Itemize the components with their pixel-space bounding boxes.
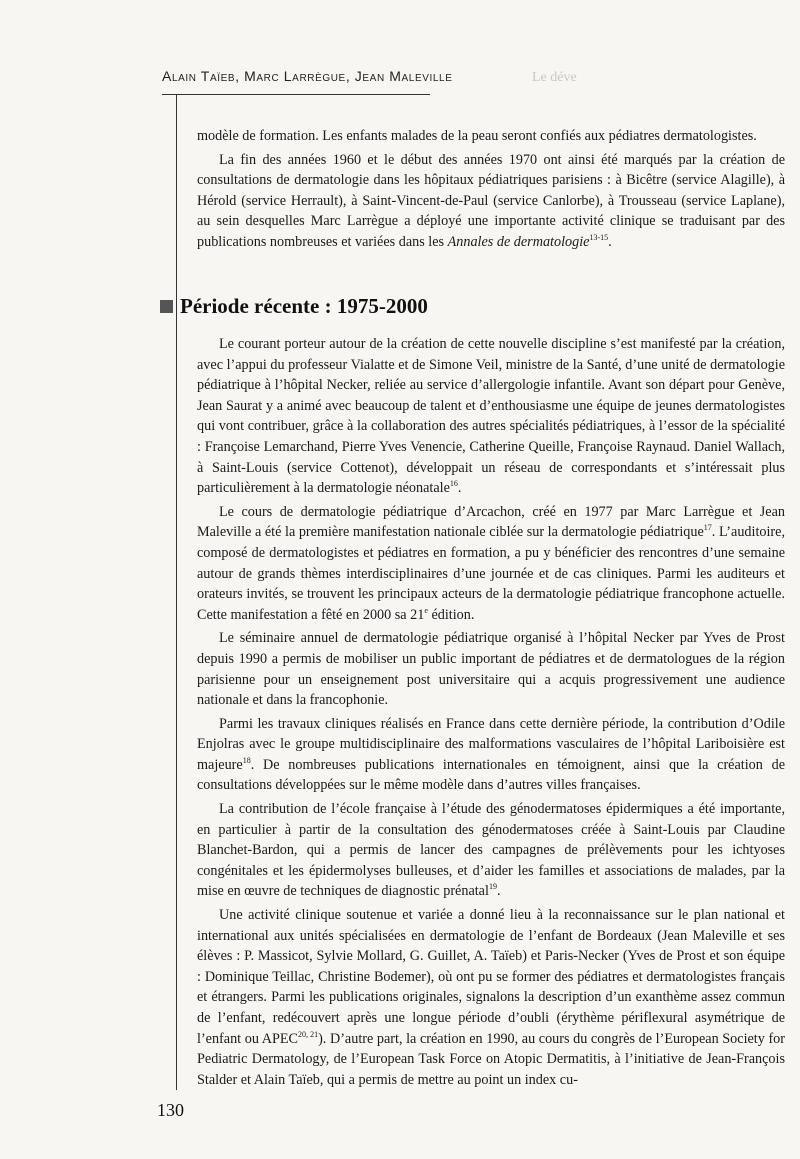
margin-rule xyxy=(176,94,177,1090)
footnote-ref: 20, 21 xyxy=(298,1029,319,1039)
p2-text-b: . L’auditoire, composé de dermatologistes et pédiatres en formation, a pu y bénéficier des rencontres d’une semaine autour de grands thèmes interdisciplinaires d’une journée et de cas cliniques. Parmi les auditeurs et orateurs invités, se trouvent les principaux acteurs de la dermatologie pédiatrique francophone actuelle. Cette manifestation a fêté en 2000 sa 21 xyxy=(197,524,786,623)
intro-text xyxy=(197,126,785,253)
p4-text-a: Parmi les travaux cliniques réalisés en France dans cette dernière période, la contribution d’Odile Enjolras avec le groupe multidisciplinaire des malformations vasculaires de l’hôpital Lariboisière est majeure xyxy=(197,715,785,773)
ordinal-suffix: e xyxy=(424,605,428,615)
p6-text-a: Une activité clinique soutenue et variée a donné lieu à la reconnaissance sur le plan national et international aux unités spécialisées en dermatologie de l’enfant de Bordeaux (Jean Maleville et ses élèves : P. Massicot, Sylvie Mollard, G. Guillet, A. Taïeb) et Paris-Necker (Yves de Prost et son équipe : Dominique Teillac, Christine Bodemer), où ont pu se former des pédiatres et dermatologistes français et étrangers. Parmi les publications originales, signalons la description d’un exanthème assez commun de l’enfant, redécouvert après une longue période d’oubli (érythème périflexural asymétrique de l’enfant ou APEC xyxy=(197,907,785,1047)
paragraph-4 xyxy=(197,714,785,796)
intro-p2-end: . xyxy=(608,233,612,250)
section-heading xyxy=(160,294,428,319)
footnote-ref: 13-15 xyxy=(589,232,609,242)
paragraph-1 xyxy=(197,334,785,499)
intro-paragraph-1: modèle de formation. Les enfants malades de la peau seront confiés aux pédiatres dermatologistes. xyxy=(197,128,757,144)
footnote-ref: 17 xyxy=(703,523,712,533)
page-number: 130 xyxy=(157,1100,184,1120)
p5-text: La contribution de l’école française à l’étude des génodermatoses épidermiques a été importante, en particulier à partir de la consultation des génodermatoses créée à Saint-Louis par Claudine Blanchet-Bardon, qui a permis de lancer des campagnes de prélèvements pour les ichtyoses congénitales et les épidermolyses bulleuses, et d’aider les familles et associations de malades, par la mise en œuvre de techniques de diagnostic prénatal xyxy=(197,801,785,900)
header-rule xyxy=(162,94,430,95)
p5-end: . xyxy=(496,883,501,900)
footnote-ref: 16 xyxy=(449,479,458,489)
p1-text: Le courant porteur autour de la création de cette nouvelle discipline s’est manifesté par la création, avec l’appui du professeur Vialatte et de Simone Veil, ministre de la Santé, d’une unité de dermatologie pédiatrique à l’hôpital Necker, reliée au service d’allergologie infantile. Avant son départ pour Genève, Jean Saurat y a animé avec beaucoup de talent et d’enthousiasme une équipe de jeunes dermatologistes qui vont contribuer, grâce à la collaboration des autres spécialités pédiatriques, à l’essor de la spécialité : Françoise Lemarchand, Pierre Yves Venencie, Catherine Queille, Françoise Raynaud. Daniel Wallach, à Saint-Louis (service Cottenot), développait un réseau de correspondants et s’intéressait plus particulièrement à la dermatologie néonatale xyxy=(197,336,785,497)
footnote-ref: 18 xyxy=(242,755,251,765)
section-body xyxy=(197,334,785,1090)
p2-text-a: Le cours de dermatologie pédiatrique d’Arcachon, créé en 1977 par Marc Larrègue et Jean Maleville a été la première manifestation nationale ciblée sur la dermatologie pédiatrique xyxy=(197,503,785,541)
footnote-ref: 19 xyxy=(488,882,497,892)
intro-p2-text: La fin des années 1960 et le début des années 1970 ont ainsi été marqués par la création de consultations de dermatologie dans les hôpitaux pédiatriques parisiens : à Bicêtre (service Alagille), à Hérold (service Herrault), à Saint-Vincent-de-Paul (service Canlorbe), à Trousseau (service Laplane), au sein desquelles Marc Larrègue a déployé une importante activité clinique se traduisant par des publications nombreuses et variées dans les xyxy=(197,151,785,250)
bleed-through-text: Le déve xyxy=(532,70,577,85)
p1-end: . xyxy=(457,480,462,497)
paragraph-6 xyxy=(197,905,785,1090)
paragraph-2 xyxy=(197,502,785,626)
paragraph-3: Le séminaire annuel de dermatologie pédiatrique organisé à l’hôpital Necker par Yves de Prost depuis 1990 a permis de mobiliser un public important de pédiatres et de dermatologues de la région parisienne pour un enseignement post universitaire qui a acquis progressivement une audience nationale et dans la francophonie. xyxy=(197,630,785,709)
section-title: Période récente : 1975-2000 xyxy=(180,294,428,318)
p2-end: édition. xyxy=(427,606,475,623)
running-header: Alain Taïeb, Marc Larrègue, Jean Maleville xyxy=(162,68,453,84)
journal-title: Annales de dermatologie xyxy=(447,233,590,250)
paragraph-5 xyxy=(197,799,785,902)
p6-text-b: ). D’autre part, la création en 1990, au cours du congrès de l’European Society for Pediatric Dermatology, de l’European Task Force on Atopic Dermatitis, à l’initiative de Jean-François Stalder et Alain Taïeb, qui a permis de mettre au point un index cu- xyxy=(197,1030,785,1088)
intro-paragraph-2 xyxy=(197,150,785,253)
section-bullet-icon xyxy=(160,300,173,313)
p4-text-b: . De nombreuses publications internationales en témoignent, ainsi que la création de consultations développées sur le même modèle dans d’autres villes françaises. xyxy=(197,756,785,794)
